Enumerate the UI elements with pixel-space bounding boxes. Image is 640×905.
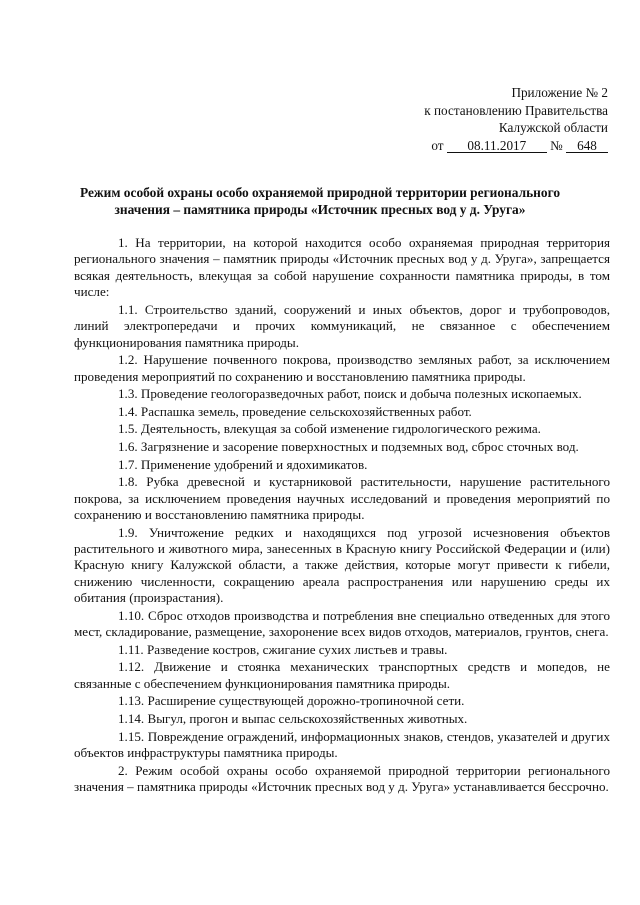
paragraph-1-8: 1.8. Рубка древесной и кустарниковой растительности, нарушение растительного покрова, за исключением проведения научных исследований и проведения мероприятий по сохранению и восстановлению памятника природы.	[74, 474, 610, 522]
paragraph-1-6: 1.6. Загрязнение и засорение поверхностных и подземных вод, сброс сточных вод.	[118, 439, 579, 454]
paragraph-1-11: 1.11. Разведение костров, сжигание сухих листьев и травы.	[118, 641, 448, 657]
document-title: Режим особой охраны особо охраняемой природной территории регионального значения – памятника природы «Источник пресных вод у д. Уруга»	[79, 185, 561, 217]
from-label: от	[431, 137, 444, 153]
appendix-header	[424, 84, 608, 154]
paragraph-2: 2. Режим особой охраны особо охраняемой природной территории регионального значения – памятника природы «Источник пресных вод у д. Уруга» устанавливается бессрочно.	[74, 762, 610, 794]
paragraph-1-3: 1.3. Проведение геологоразведочных работ, поиск и добыча полезных ископаемых.	[118, 386, 582, 402]
appendix-number: Приложение № 2	[511, 85, 608, 100]
document-body	[74, 235, 610, 795]
paragraph-1-5: 1.5. Деятельность, влекущая за собой изменение гидрологического режима.	[118, 421, 541, 437]
paragraph-1-1: 1.1. Строительство зданий, сооружений и иных объектов, дорог и трубопроводов, линий электропередачи и прочих коммуникаций, не связанное с обеспечением функционирования памятника природы.	[74, 301, 610, 350]
appendix-decree-ref: к постановлению Правительства	[424, 102, 608, 118]
number-label: №	[550, 137, 563, 153]
paragraph-1-7: 1.7. Применение удобрений и ядохимикатов.	[118, 456, 368, 472]
paragraph-1-10: 1.10. Сброс отходов производства и потребления вне специально отведенных для этого мест, складирование, размещение, захоронение всех видов отходов, материалов, грунтов, снега.	[74, 607, 610, 640]
paragraph-1-4: 1.4. Распашка земель, проведение сельскохозяйственных работ.	[118, 403, 472, 419]
paragraph-1-12: 1.12. Движение и стоянка механических транспортных средств и мопедов, не связанные с обеспечением функционирования памятника природы.	[74, 659, 610, 691]
appendix-region: Калужской области	[498, 120, 608, 135]
decree-date: 08.11.2017	[447, 139, 547, 153]
paragraph-1-15: 1.15. Повреждение ограждений, информационных знаков, стендов, указателей и других объектов инфраструктуры памятника природы.	[74, 728, 610, 760]
appendix-date-number	[424, 137, 608, 155]
paragraph-1-2: 1.2. Нарушение почвенного покрова, производство земляных работ, за исключением проведения мероприятий по сохранению и восстановлению памятника природы.	[74, 352, 610, 384]
paragraph-1: 1. На территории, на которой находится особо охраняемая природная территория регионального значения – памятник природы «Источник пресных вод у д. Уруга», запрещается всякая деятельность, влекущая за собой нарушение сохранности памятника природы, в том числе:	[74, 235, 610, 300]
decree-number: 648	[566, 139, 608, 153]
paragraph-1-14: 1.14. Выгул, прогон и выпас сельскохозяйственных животных.	[118, 711, 468, 726]
paragraph-1-13: 1.13. Расширение существующей дорожно-тропиночной сети.	[118, 693, 465, 709]
paragraph-1-9: 1.9. Уничтожение редких и находящихся под угрозой исчезновения объектов растительного и животного мира, занесенных в Красную книгу Российской Федерации и (или) Красную книгу Калужской области, а также действия, которые могут привести к гибели, снижению численности, сокращению ареала распространения или нарушению среды их обитания (произрастания).	[74, 524, 610, 606]
